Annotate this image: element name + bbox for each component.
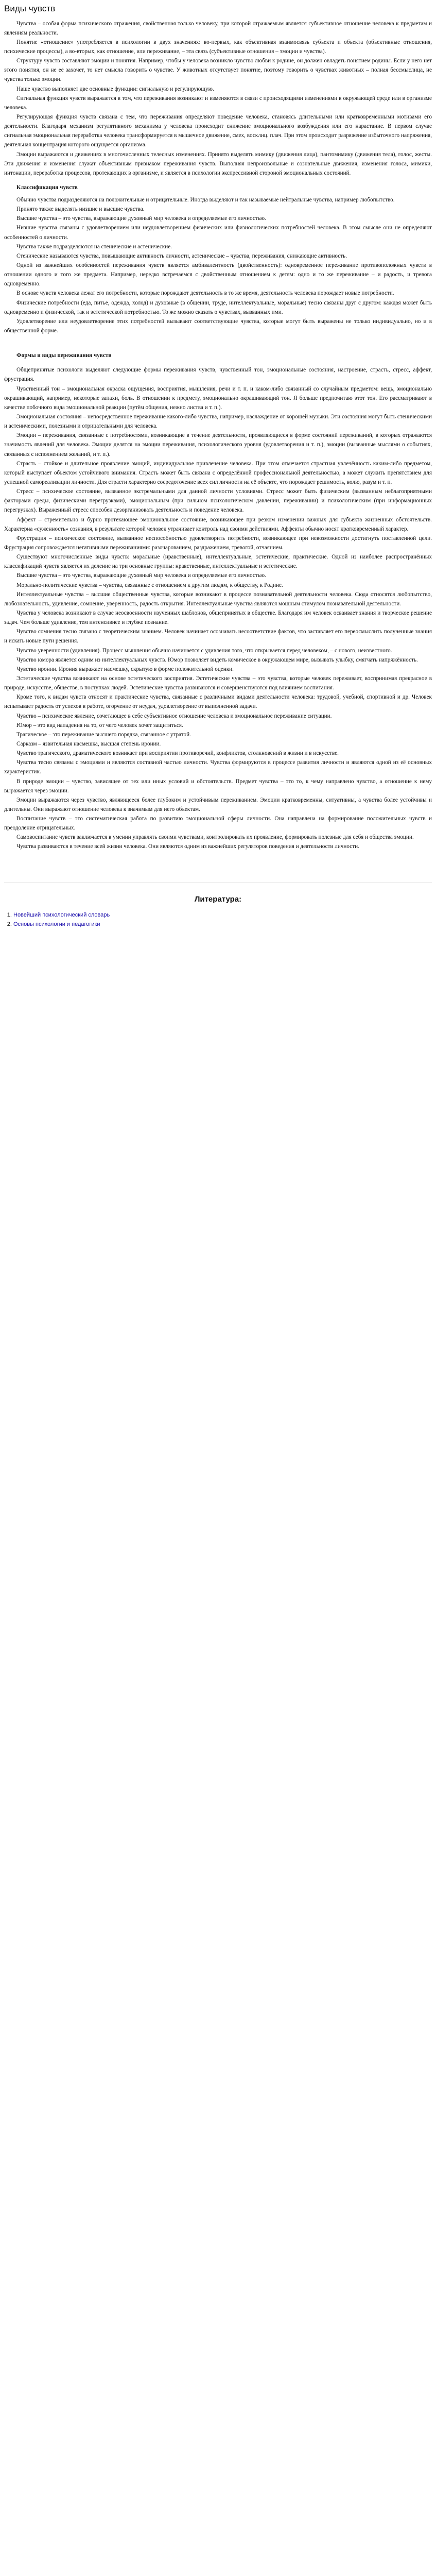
forms-paragraph: Чувственный тон – эмоциональная окраска ощущения, восприятия, мышления, речи и т. п. и каком-либо связанный со случайным предметом: вещь, эмоционально окрашивающий, например, некоторые запахи, боль. В отношении к предмету, эмоционально окрашивающий тон. Я больше предпочитаю этот тон. Его рассматривают в качестве побочного вида эмоциональной реакции (путём общения, нежно листва и т. п.). [4, 385, 432, 411]
literature-heading: Литература: [194, 894, 242, 904]
forms-paragraph: Юмор – это вид нападения на то, от чего человек хочет защититься. [16, 722, 183, 728]
forms-paragraph: Чувство уверенности (удивления). Процесс мышления обычно начинается с удивления того, что открывается перед человеком, – с нового, неизвестного. [16, 647, 392, 654]
classification-paragraph: Одной из важнейших особенностей переживания чувств является амбивалентность (двойственность): одновременное переживание противоположных чувств в отношении одного и того же предмета. Например, нередко встречаемся с двойственным отношением к детям: одно и то же переживание – и радость, и тревога одновременно. [4, 262, 432, 287]
forms-paragraph: Эмоции – переживания, связанные с потребностями, возникающие в течение деятельности, проявляющиеся в форме состояний переживаний, в которых отражаются значимость явлений для человека. Эмоции делятся на эмоции переживания, психологического уровня (удовлетворения и т. п.), эмоции (вызванные мыслями о событиях, связанных с исполнением желаний, и т. п.). [4, 432, 432, 457]
classification-paragraph: Низшие чувства связаны с удовлетворением или неудовлетворением физических или физиологических потребностей человека. В этом смысле они не определяют особенностей о личности. [4, 225, 432, 241]
forms-paragraph: В природе эмоции – чувство, зависящее от тех или иных условий и обстоятельств. Предмет чувства – это то, к чему направлено чувство, а отношение к нему выражается через эмоции. [4, 778, 432, 794]
page-bottom-spacer [4, 944, 432, 954]
classification-paragraph: Обычно чувства подразделяются на положительные и отрицательные. Иногда выделяют и так называемые нейтральные чувства, например любопытство. [16, 197, 395, 204]
forms-paragraph: Страсть – стойкое и длительное проявление эмоций, индивидуальное привлечение человека. При этом отмечается страстная увлечённость каким-либо предметом, который выступает объектом устойчивого внимания. Страсть может быть связана с определённой профессиональной деятельностью, а может служить препятствием для успешной самореализации личности. Для страсти характерно сосредоточение всех сил личности на её объекте, что порождает решимость, волю, разум и т. п. [4, 460, 432, 485]
classification-paragraph: В основе чувств человека лежат его потребности, которые порождают деятельность в то же время, деятельность человека порождает новые потребности. [16, 290, 394, 297]
forms-paragraph: Эмоции выражаются через чувство, являющееся более глубоким и устойчивым переживанием. Эмоции кратковременны, ситуативны, а чувства более устойчивы и длительны. Они выражают отношение человека к значимым для него объектам. [4, 796, 432, 812]
forms-paragraph: Существуют многочисленные виды чувств: моральные (нравственные), интеллектуальные, эстетические, практические. Одной из наиболее распространённых классификаций чувств является их деление на три основные группы: нравственные, интеллектуальные и эстетические. [4, 554, 432, 570]
literature-section [4, 883, 432, 944]
forms-paragraph: Трагическое – это переживание высшего порядка, связанное с утратой. [16, 731, 191, 738]
forms-paragraph: Интеллектуальные чувства – высшие общественные чувства, которые возникают в процессе познавательной деятельности человека. Сюда относятся любопытство, любознательность, удивление, сомнение, уверенность, радость открытия. Интеллектуальные чувства являются мощным стимулом познавательной деятельности. [4, 591, 432, 607]
classification-paragraph: Чувства также подразделяются на стенические и астенические. [16, 243, 172, 250]
forms-paragraph: Воспитание чувств – это систематическая работа по развитию эмоциональной сферы личности. Она направлена на формирование положительных чувств и преодоление отрицательных. [4, 816, 432, 832]
forms-paragraph: Морально-политические чувства – чувства, связанные с отношением к другим людям, к обществу, к Родине. [16, 582, 283, 588]
forms-paragraph: Высшие чувства – это чувства, выражающие духовный мир человека и определяемые его личностью. [16, 572, 266, 579]
intro-paragraph: Регулирующая функция чувств связана с тем, что переживания определяют поведение человека, становясь длительными или кратковременными мотивами его деятельности. Благодаря механизм регулятивного механизма у человека происходит снижение эмоционального возбуждения или его нарастание. В первом случае сигнальная эмоциональная переработка человека трансформируется в мышечное движение, смех, восклиц. плач. При этом происходит разряжение избыточного напряжения, деятельная концентрация которого ощущается организма. [4, 113, 432, 148]
literature-list [4, 911, 432, 929]
literature-link[interactable]: Новейший психологический словарь [13, 911, 110, 918]
classification-paragraph: Стенические называются чувства, повышающие активность личности, астенические – чувства, переживания, снижающие активность. [16, 252, 347, 259]
intro-paragraph: Чувства – особая форма психического отражения, свойственная только человеку, при которой отражаемым является субъективное отношение человека к предметам и явлениям реальности. [4, 20, 432, 36]
classification-paragraph: Принято также выделять низшие и высшие чувства. [16, 206, 145, 213]
classification-paragraph: Физические потребности (еда, питье, одежда, холод) и духовные (в общении, труде, интеллектуальные, моральные) тесно связаны друг с другом: каждая может быть одновременно и физической, так и эстетической потребностью. То же можно сказать о чувствах, вызванных ими. [4, 299, 432, 315]
forms-paragraph: Стресс – психическое состояние, вызванное экстремальными для данной личности условиями. Стресс может быть физическим (вызванным неблагоприятными факторами среды, физическими перегрузками), эмоциональным (при сильном психологическом давлении, переживании) и психологическим (при информационных перегрузках). Выраженный стресс способен дезорганизовать деятельность и поведение человека. [4, 488, 432, 514]
forms-paragraph: Чувство сомнения тесно связано с теоретическим знанием. Человек начинает осознавать несоответствие фактов, что заставляет его переосмыслить полученные знания и искать новые пути решения. [4, 629, 432, 645]
intro-paragraph: Наше чувство выполняет две основные функции: сигнальную и регулирующую. [16, 86, 214, 92]
forms-paragraph: Фрустрация – психическое состояние, вызванное неспособностью удовлетворить потребности, возникающее при невозможности достигнуть поставленной цели. Фрустрация сопровождается негативными переживаниями: разочарованием, раздражением, тревогой, отчаянием. [4, 535, 432, 551]
forms-paragraph: Чувства у человека возникают в случае неосвоенности изученных шаблонов, общепринятых в обществе. Благодаря им человек осваивает знания и творческое решение задач. Чем больше удивление, тем интенсивнее и глубже познание. [4, 609, 432, 626]
section-heading-classification: Классификация чувств [16, 184, 78, 191]
forms-paragraph: Сарказм – язвительная насмешка, высшая степень иронии. [16, 740, 161, 747]
intro-section [4, 19, 432, 178]
forms-paragraph: Чувство юмора является одним из интеллектуальных чувств. Юмор позволяет видеть комическое в окружающем мире, вызывать улыбку, смягчать напряжённость. [16, 656, 418, 663]
literature-item [13, 920, 432, 929]
forms-paragraph: Чувства тесно связаны с эмоциями и являются составной частью личности. Чувства формируются в процессе развития личности и являются одной из её основных характеристик. [4, 759, 432, 775]
forms-paragraph: Чувство – психическое явление, сочетающее в себе субъективное отношение человека и эмоциональное переживание ситуации. [16, 713, 332, 719]
classification-section [4, 183, 432, 335]
document-page [0, 0, 436, 954]
literature-link[interactable]: Основы психологии и педагогики [13, 921, 100, 927]
intro-paragraph: Структуру чувств составляют эмоции и понятия. Например, чтобы у человека возникло чувство любви к родине, он должен овладеть понятием родины. Если у него нет этого понятия, он не её захочет, то нет смысла говорить о чувстве. У животных отсутствует понятие, поэтому говорить о чувствах животных – полная бессмыслица, не чувства только эмоции. [4, 58, 432, 83]
forms-section [4, 351, 432, 851]
classification-paragraph: Высшие чувства – это чувства, выражающие духовный мир человека и определяемые его личностью. [16, 215, 266, 222]
forms-paragraph: Кроме того, к видам чувств относят и практические чувства, связанные с различными видами деятельности человека: трудовой, учебной, спортивной и др. Человек испытывает радость от успехов в работе, огорчение от неудач, удовлетворение от выполненной задачи. [4, 694, 432, 710]
forms-paragraph: Аффект – стремительно и бурно протекающее эмоциональное состояние, возникающее при резком изменении важных для субъекта жизненных обстоятельств. Характерна «суженность» сознания, в результате которой человек утрачивает контроль над своими действиями. Аффекты обычно носят кратковременный характер. [4, 516, 432, 532]
forms-paragraph: Чувство трагического, драматического возникает при восприятии противоречий, конфликтов, столкновений в жизни и в искусстве. [16, 750, 339, 757]
forms-paragraph: Чувства развиваются в течение всей жизни человека. Они являются одним из важнейших регуляторов поведения и деятельности личности. [16, 843, 359, 850]
forms-paragraph: Чувство иронии. Ирония выражает насмешку, скрытую в форме положительной оценки. [16, 666, 234, 672]
page-title: Виды чувств [4, 4, 56, 13]
forms-paragraph: Самовоспитание чувств заключается в умении управлять своими чувствами, контролировать их проявление, формировать полезные для себя и общества эмоции. [16, 834, 414, 841]
intro-paragraph: Сигнальная функция чувств выражается в том, что переживания возникают и изменяются в связи с происходящими изменениями в окружающей среде или в организме человека. [4, 95, 432, 111]
section-heading-forms: Формы и виды переживания чувств [16, 352, 112, 359]
forms-paragraph: Общепринятые психологи выделяют следующие формы переживания чувств, чувственный тон, эмоциональные состояния, настроение, страсть, стресс, аффект, фрустрация. [4, 367, 432, 383]
intro-paragraph: Понятие «отношение» употребляется в психологии в двух значениях: во-первых, как объективная взаимосвязь субъекта и объекта (объективные отношения, психические процессы), а во-вторых, как отношение, или переживание, – эта связь (субъективные отношения – эмоции и чувства). [4, 39, 432, 55]
forms-paragraph: Эстетические чувства возникают на основе эстетического восприятия. Эстетические чувства – это чувства, которые человек переживает, воспринимая прекрасное в природе, искусстве, обществе, в поступках людей. Эстетические чувства развиваются и совершенствуются под влиянием воспитания. [4, 675, 432, 691]
forms-paragraph: Эмоциональная состояния – непосредственное переживание какого-либо чувства, например, наслаждение от хорошей музыки. Эти состояния могут быть стеническими и астеническими, полезными и отрицательными для человека. [4, 414, 432, 430]
classification-paragraph: Удовлетворение или неудовлетворение этих потребностей вызывают соответствующие чувства, которые могут быть выражены не только индивидуально, но и в общественной форме. [4, 318, 432, 334]
intro-paragraph: Эмоции выражаются и движениях в многочисленных телесных изменениях. Принято выделять мимику (движения лица), пантомимику (движения тела), голос, жесты. Эти движения и изменения служат объективным признаком переживания чувств. Выполняя непроизвольные и сознательные движения, изменения голоса, мимики, интонации, переработка процессов, протекающих в организме, и является в психологии экспрессивной стороной эмоциональных состояний. [4, 151, 432, 176]
literature-item [13, 911, 432, 920]
